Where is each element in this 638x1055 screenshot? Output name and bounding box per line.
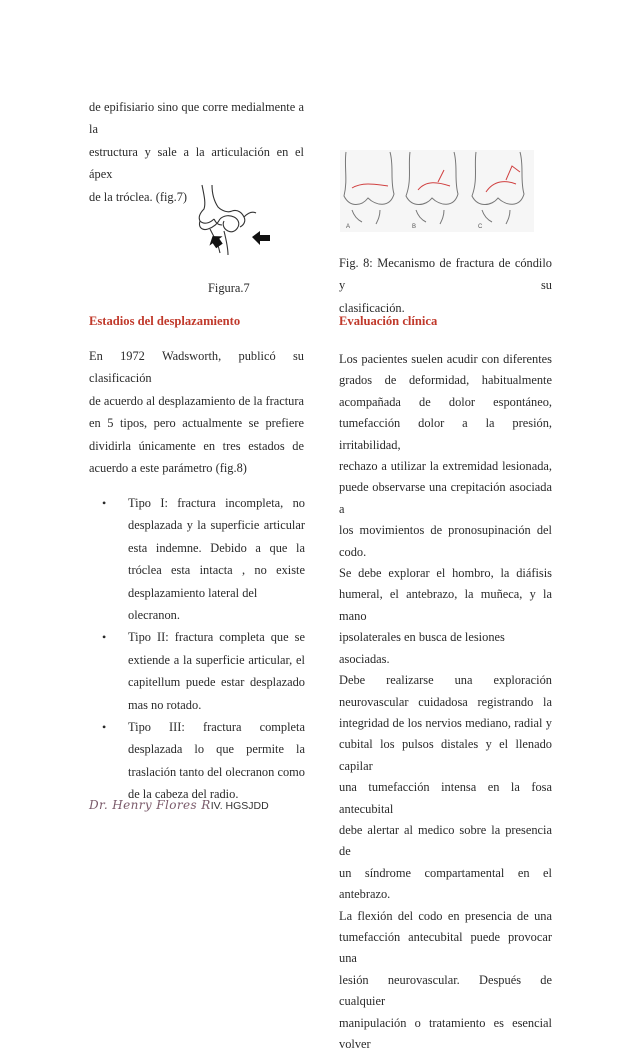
text-line: dividirla únicamente en tres estados de — [89, 438, 304, 453]
text-line: estructura y sale a la articulación en el ápex — [89, 144, 304, 182]
text-line: Fig. 8: Mecanismo de fractura de cóndilo y su — [339, 256, 552, 293]
panel-label: C — [478, 224, 483, 230]
text-line: extiende a la superficie articular, el — [128, 652, 305, 667]
bullet-marker: • — [102, 630, 107, 645]
text-line: de acuerdo al desplazamiento de la fractura — [89, 393, 304, 408]
arrow-right-icon — [252, 231, 270, 245]
figure-8-fracture-classification — [340, 150, 534, 232]
text-line: integridad de los nervios mediano, radial y — [339, 715, 552, 730]
text-line: de la cabeza del radio. — [128, 787, 239, 802]
bullet-marker: • — [102, 496, 107, 510]
text-line: un síndrome compartamental en el antebrazo. — [339, 865, 552, 902]
text-line: Los pacientes suelen acudir con diferentes — [339, 352, 552, 366]
text-line: humeral, el antebrazo, la muñeca, y la mano — [339, 587, 552, 623]
figure-8-illustration — [340, 150, 534, 232]
footer-author: Dr. Henry Flores R — [89, 798, 211, 812]
list-item — [95, 716, 305, 806]
displacement-stages-list — [95, 492, 305, 806]
text-line: de epifisiario sino que corre medialmente a la — [89, 100, 304, 137]
text-line: desplazada lo que permite la — [128, 742, 305, 757]
bullet-marker: • — [102, 720, 107, 735]
text-line: esta indemne. Debido a que la — [128, 540, 305, 555]
text-line: de la tróclea. (fig.7) — [89, 189, 188, 204]
text-line: traslación tanto del olecranon como — [128, 764, 305, 779]
list-item — [95, 626, 305, 716]
text-line: tróclea esta intacta , no existe — [128, 563, 305, 578]
section-heading-estadios: Estadios del desplazamiento — [89, 314, 241, 328]
text-line: La flexión del codo en presencia de una — [339, 908, 552, 923]
wadsworth-paragraph — [89, 345, 304, 479]
text-line: los movimientos de pronosupinación del — [339, 523, 552, 538]
panel-label: A — [346, 224, 351, 230]
text-line: acompañada de dolor espontáneo, — [339, 394, 552, 409]
text-line: Tipo II: fractura completa que se — [128, 630, 305, 645]
figure-8-caption — [339, 252, 552, 319]
text-line: neurovascular cuidadosa registrando la — [339, 694, 552, 709]
text-line: desplazamiento lateral del olecranon. — [128, 585, 258, 623]
text-line: cubital los pulsos distales y el llenado capilar — [339, 737, 552, 773]
text-line: codo. — [339, 544, 367, 559]
footer-suffix: IV. HGSJDD — [210, 800, 269, 812]
text-line: Tipo I: fractura incompleta, no — [128, 496, 305, 510]
clinical-evaluation-paragraph — [339, 349, 552, 1055]
text-line: capitellum puede estar desplazado — [128, 675, 305, 690]
text-line: tumefacción antecubital puede provocar una — [339, 929, 552, 966]
text-line: Debe realizarse una exploración — [339, 673, 552, 688]
text-line: manipulación o tratamiento es esencial volver — [339, 1015, 552, 1051]
text-line: ipsolaterales en busca de lesiones asociadas. — [339, 630, 505, 666]
panel-label: B — [412, 224, 417, 230]
text-line: puede observarse una crepitación asociada a — [339, 480, 552, 516]
text-line: acuerdo a este parámetro (fig.8) — [89, 461, 247, 476]
text-line: tumefacción dolor a la presión, irritabilidad, — [339, 416, 552, 452]
text-line: lesión neurovascular. Después de cualquier — [339, 972, 552, 1009]
text-line: debe alertar al medico sobre la presencia de — [339, 822, 552, 859]
figure-7-elbow-illustration — [190, 183, 274, 263]
arrow-left-icon — [206, 231, 226, 250]
text-line: Se debe explorar el hombro, la diáfisis — [339, 566, 552, 581]
figure-7-caption: Figura.7 — [208, 281, 250, 295]
text-line: una tumefacción intensa en la fosa antecubital — [339, 780, 552, 816]
text-line: en 5 tipos, pero actualmente se prefiere — [89, 416, 304, 431]
text-line: rechazo a utilizar la extremidad lesionada, — [339, 459, 552, 474]
text-line: clasificación. — [339, 300, 405, 315]
section-heading-evaluacion: Evaluación clínica — [339, 314, 438, 328]
text-line: grados de deformidad, habitualmente — [339, 373, 552, 388]
text-line: En 1972 Wadsworth, publicó su clasificación — [89, 349, 304, 386]
page-footer — [89, 798, 269, 813]
text-line: mas no rotado. — [128, 697, 202, 712]
list-item — [95, 492, 305, 626]
text-line: Tipo III: fractura completa — [128, 720, 305, 735]
text-line: desplazada y la superficie articular — [128, 518, 305, 533]
